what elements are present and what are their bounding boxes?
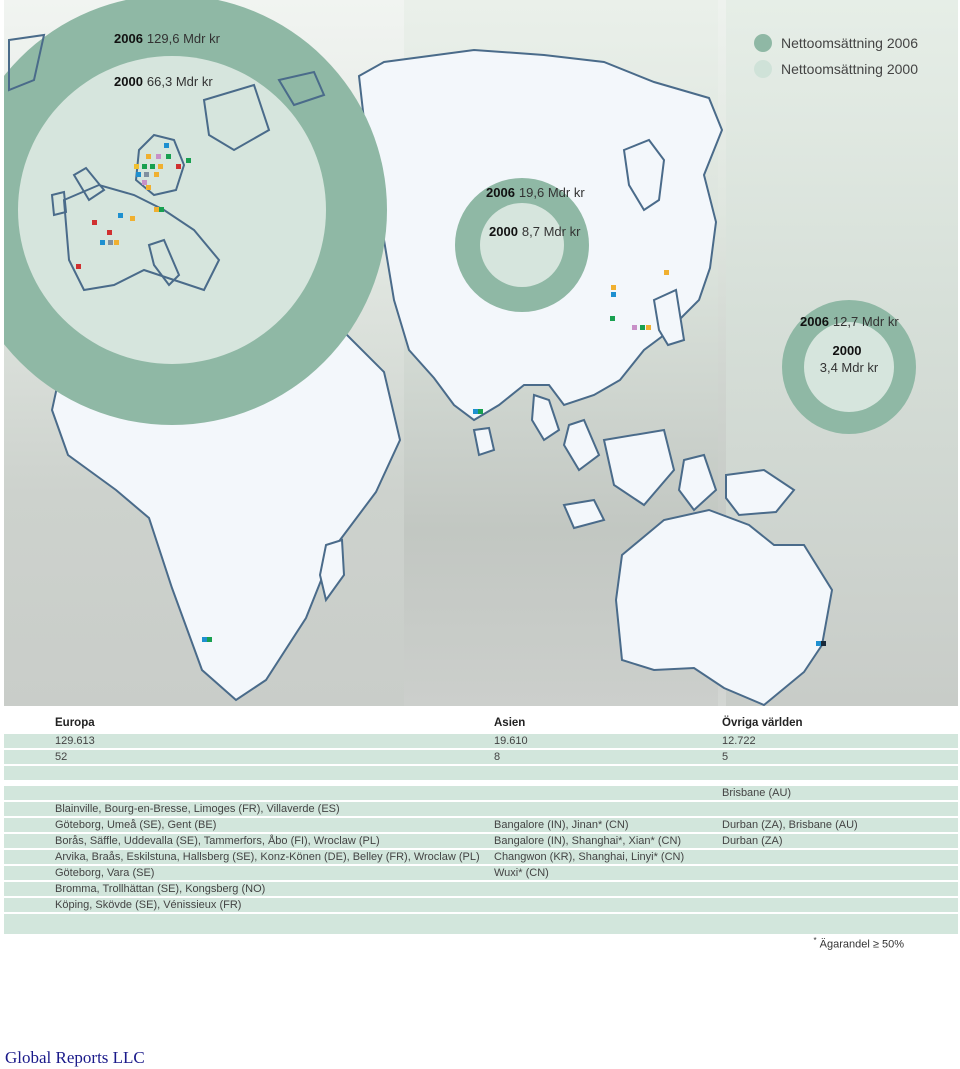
table-row: Blainville, Bourg-en-Bresse, Limoges (FR), Villaverde (ES) [4,802,958,818]
asia-sales-2000: 2000 8,7 Mdr kr [489,224,581,239]
table-bottom-band [4,914,958,934]
asia-sales-2006: 2006 19,6 Mdr kr [486,185,585,200]
legend-dot-2006 [754,34,772,52]
header-europa: Europa [55,717,95,729]
header-asien: Asien [494,717,526,729]
plants-ovriga: 5 [722,751,729,763]
other-world-sales-2006: 2006 12,7 Mdr kr [800,314,899,329]
legend-dot-2000 [754,60,772,78]
region-table [4,706,958,934]
table-row: Göteborg, Vara (SE) Wuxi* (CN) [4,866,958,882]
legend-2006: Nettoomsättning 2006 [754,34,918,52]
employees-asien: 19.610 [494,735,528,747]
footnote-mark: * [813,936,817,945]
plants-asien: 8 [494,751,501,763]
table-header-row [4,716,958,730]
other-world-sales-2000: 2000 3,4 Mdr kr [819,343,879,375]
legend-2000: Nettoomsättning 2000 [754,60,918,78]
table-row: Brisbane (AU) [4,786,958,802]
plants-row [4,750,958,766]
spacer-row [4,766,958,782]
table-row: Göteborg, Umeå (SE), Gent (BE) Bangalore (IN), Jinan* (CN) Durban (ZA), Brisbane (AU) [4,818,958,834]
employees-europa: 129.613 [55,735,95,747]
table-row: Bromma, Trollhättan (SE), Kongsberg (NO) [4,882,958,898]
table-row: Arvika, Braås, Eskilstuna, Hallsberg (SE), Konz-Könen (DE), Belley (FR), Wroclaw (PL) Changwon (KR), Shanghai, Linyi* (CN) [4,850,958,866]
employees-row [4,734,958,750]
publisher-label: Global Reports LLC [5,1048,145,1067]
world-map-panel [4,0,958,706]
footnote-text: Ägarandel ≥ 50% [819,938,904,951]
table-row: Köping, Skövde (SE), Vénissieux (FR) [4,898,958,914]
europe-sales-2006: 2006 129,6 Mdr kr [114,31,220,46]
oceania-landmass [616,470,832,705]
header-ovriga: Övriga världen [722,717,803,729]
plants-europa: 52 [55,751,68,763]
employees-ovriga: 12.722 [722,735,756,747]
asia-circle-2000 [480,203,564,287]
footnote [813,936,904,951]
europe-sales-2000: 2000 66,3 Mdr kr [114,74,213,89]
table-row: Borås, Säffle, Uddevalla (SE), Tammerfors, Åbo (FI), Wroclaw (PL) Bangalore (IN), Shanghai*, Xian* (CN) Durban (ZA) [4,834,958,850]
